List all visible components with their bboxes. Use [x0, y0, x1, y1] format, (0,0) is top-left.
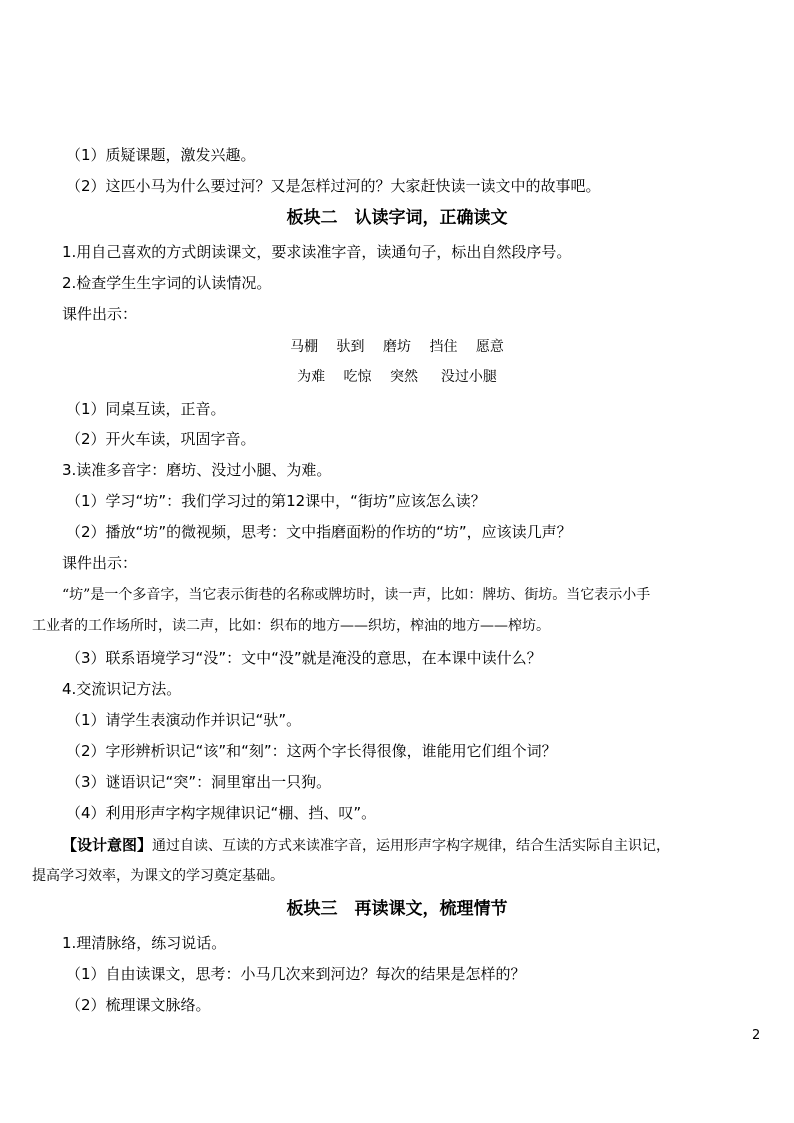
text-line: （2）字形辨析识记“该”和“刻”：这两个字长得很像，谁能用它们组个词？ — [66, 742, 557, 760]
word-list-row: 为难 吃惊 突然 没过小腿 — [297, 369, 497, 385]
section-heading-2: 板块二 认读字词，正确读文 — [286, 208, 508, 228]
design-intent-label: 【设计意图】 — [62, 836, 153, 854]
text-line: （4）利用形声字构字规律识记“棚、挡、叹”。 — [66, 804, 377, 822]
text-line: 课件出示： — [62, 305, 138, 323]
text-line: （2）播放“坊”的微视频，思考：文中指磨面粉的作坊的“坊”，应该读几声？ — [66, 523, 572, 541]
text-line: （1）学习“坊”：我们学习过的第12课中，“街坊”应该怎么读？ — [66, 492, 486, 510]
text-line: （2）这匹小马为什么要过河？又是怎样过河的？大家赶快读一读文中的故事吧。 — [66, 177, 601, 195]
text-line: （3）谜语识记“突”：洞里窜出一只狗。 — [66, 773, 332, 791]
text-line: （2）梳理课文脉络。 — [66, 996, 211, 1014]
text-line: （1）自由读课文，思考：小马几次来到河边？每次的结果是怎样的？ — [66, 965, 526, 983]
design-intent-line: 提高学习效率，为课文的学习奠定基础。 — [32, 868, 284, 884]
design-intent-text: 通过自读、互读的方式来读准字音，运用形声字构字规律，结合生活实际自主识记， — [152, 838, 671, 854]
page-number: 2 — [752, 1028, 761, 1043]
design-intent-line — [62, 835, 670, 856]
text-line: （1）请学生表演动作并识记“驮”。 — [66, 711, 302, 729]
text-line: （1）质疑课题，激发兴趣。 — [66, 146, 256, 164]
text-line: 2.检查学生生字词的认读情况。 — [62, 274, 272, 292]
text-line: 3.读准多音字：磨坊、没过小腿、为难。 — [62, 461, 332, 479]
text-line: 4.交流识记方法。 — [62, 680, 182, 698]
text-line: 课件出示： — [62, 554, 138, 572]
text-line: （1）同桌互读，正音。 — [66, 400, 226, 418]
word-list-row: 马棚 驮到 磨坊 挡住 愿意 — [290, 339, 504, 355]
text-line: 1.理清脉络，练习说话。 — [62, 934, 227, 952]
note-paragraph-line: “坊”是一个多音字，当它表示街巷的名称或牌坊时，读一声，比如：牌坊、街坊。当它表示小手 — [62, 587, 651, 603]
section-heading-3: 板块三 再读课文，梳理情节 — [286, 899, 508, 919]
text-line: （3）联系语境学习“没”：文中“没”就是淹没的意思，在本课中读什么？ — [66, 649, 542, 667]
text-line: （2）开火车读，巩固字音。 — [66, 430, 256, 448]
text-line: 1.用自己喜欢的方式朗读课文，要求读准字音，读通句子，标出自然段序号。 — [62, 243, 572, 261]
note-paragraph-line: 工业者的工作场所时，读二声，比如：织布的地方——织坊，榨油的地方——榨坊。 — [32, 618, 550, 634]
